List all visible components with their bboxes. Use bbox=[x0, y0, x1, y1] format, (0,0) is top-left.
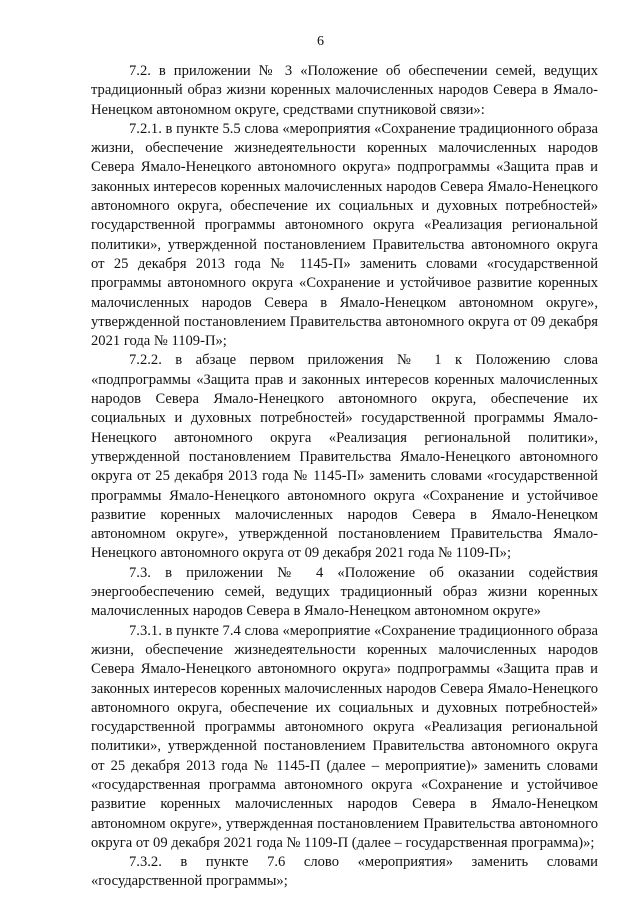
paragraph-7-2-1: 7.2.1. в пункте 5.5 слова «мероприятия «Сохранение традиционного образа жизни, обеспечение жизнедеятельности коренных малочисленных народов Севера Ямало-Ненецкого автономного округа» подпрограммы «Защита прав и законных интересов коренных малочисленных народов Севера Ямало-Ненецкого автономного округа, обеспечение их социальных и духовных потребностей» государственной программы автономного округа «Реализация региональной политики», утвержденной постановлением Правительства автономного округа от 25 декабря 2013 года № 1145-П» заменить словами «государственной программы автономного округа «Сохранение и устойчивое развитие коренных малочисленных народов Севера в Ямало-Ненецком автономном округе», утвержденной постановлением Правительства автономного округа от 09 декабря 2021 года № 1109-П»; bbox=[91, 120, 598, 350]
paragraph-7-3: 7.3. в приложении № 4 «Положение об оказании содействия энергообеспечению семей, ведущих традиционный образ жизни коренных малочисленных народов Севера в Ямало-Ненецком автономном округе» bbox=[91, 564, 598, 620]
paragraph-7-3-2: 7.3.2. в пункте 7.6 слово «мероприятия» заменить словами «государственной программы»; bbox=[91, 854, 598, 890]
paragraph-7-3-1: 7.3.1. в пункте 7.4 слова «мероприятие «Сохранение традиционного образа жизни, обеспечение жизнедеятельности коренных малочисленных народов Севера Ямало-Ненецкого автономного округа» подпрограммы «Защита прав и законных интересов коренных малочисленных народов Севера Ямало-Ненецкого автономного округа, обеспечение их социальных и духовных потребностей» государственной программы автономного округа «Реализация региональной политики», утвержденной постановлением Правительства автономного округа от 25 декабря 2013 года № 1145-П (далее – мероприятие)» заменить словами «государственная программа автономного округа «Сохранение и устойчивое развитие коренных малочисленных народов Севера в Ямало-Ненецком автономном округе», утвержденная постановлением Правительства автономного округа от 09 декабря 2021 года № 1109-П (далее – государственная программа)»; bbox=[91, 622, 598, 851]
page-number: 6 bbox=[317, 34, 324, 49]
paragraph-7-2-2: 7.2.2. в абзаце первом приложения № 1 к Положению слова «подпрограммы «Защита прав и законных интересов коренных малочисленных народов Севера Ямало-Ненецкого автономного округа, обеспечение их социальных и духовных потребностей» государственной программы Ямало-Ненецкого автономного округа «Реализация региональной политики», утвержденной постановлением Правительства Ямало-Ненецкого автономного округа от 25 декабря 2013 года № 1145-П» заменить словами «государственной программы Ямало-Ненецкого автономного округа «Сохранение и устойчивое развитие коренных малочисленных народов Севера в Ямало-Ненецком автономном округе», утвержденной постановлением Правительства Ямало-Ненецкого автономного округа от 09 декабря 2021 года № 1109-П»; bbox=[91, 352, 598, 562]
paragraph-7-2: 7.2. в приложении № 3 «Положение об обеспечении семей, ведущих традиционный образ жизни коренных малочисленных народов Севера в Ямало-Ненецком автономном округе, средствами спутниковой связи»: bbox=[91, 63, 598, 118]
